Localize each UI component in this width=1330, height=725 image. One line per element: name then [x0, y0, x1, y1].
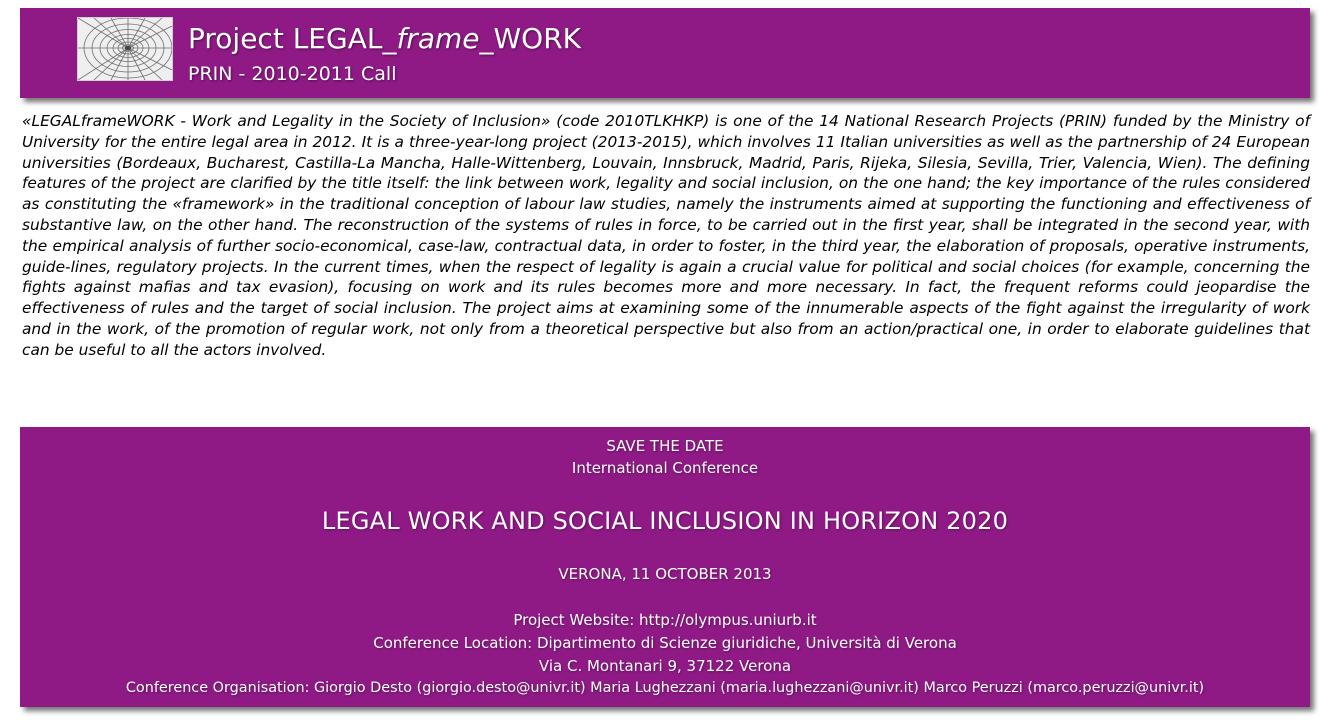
project-subtitle: PRIN - 2010-2011 Call — [188, 63, 397, 85]
project-title — [188, 22, 581, 55]
spiral-tunnel-logo-icon — [77, 17, 173, 81]
project-title-part-3: _WORK — [479, 22, 582, 55]
conference-date-place: VERONA, 11 OCTOBER 2013 — [558, 565, 772, 583]
header-band — [20, 8, 1310, 98]
project-website: Project Website: http://olympus.uniurb.it — [513, 611, 817, 629]
conference-organisation: Conference Organisation: Giorgio Desto (giorgio.desto@univr.it) Maria Lughezzani (maria.lughezzani@univr.it) Marco Peruzzi (marco.peruzzi@univr.it) — [125, 680, 1205, 696]
project-description: «LEGALframeWORK - Work and Legality in the Society of Inclusion» (code 2010TLKHKP) is one of the 14 National Research Projects (PRIN) funded by the Ministry of University for the entire legal area in 2012. It is a three-year-long project (2013-2015), which involves 11 Italian universities as well as the partnership of 24 European universities (Bordeaux, Bucharest, Castilla-La Mancha, Halle-Wittenberg, Louvain, Innsbruck, Madrid, Paris, Rijeka, Silesia, Sevilla, Trier, Valencia, Wien). The defining features of the project are clarified by the title itself: the link between work, legality and social inclusion, on the one hand; the key importance of the rules considered as constituting the «framework» in the traditional conception of labour law studies, namely the instruments aimed at supporting the functioning and effectiveness of substantive law, on the other hand. The reconstruction of the systems of rules in force, to be carried out in the first year, shall be integrated in the second year, with the empirical analysis of further socio-economical, case-law, contractual data, in order to foster, in the third year, the elaboration of proposals, operative instruments, guide-lines, regulatory projects. In the current times, when the respect of legality is again a crucial value for political and social choices (for example, concerning the fights against mafias and tax evasion), focusing on work and its rules becomes more and more necessary. In fact, the frequent reforms could jeopardise the effectiveness of rules and the target of social inclusion. The project aims at examining some of the innumerable aspects of the fight against the irregularity of work and in the work, of the promotion of regular work, not only from a theoretical perspective but also from an action/practical one, in order to elaborate guidelines that can be useful to all the actors involved. — [22, 112, 1310, 359]
conference-title: LEGAL WORK AND SOCIAL INCLUSION IN HORIZON 2020 — [321, 507, 1009, 535]
project-title-part-1: Project LEGAL_ — [188, 22, 397, 55]
conference-address: Via C. Montanari 9, 37122 Verona — [538, 657, 792, 675]
save-the-date-label: SAVE THE DATE — [606, 437, 724, 455]
conference-band — [20, 427, 1310, 707]
conference-type: International Conference — [571, 459, 759, 477]
project-title-part-2: frame — [396, 22, 480, 55]
conference-location: Conference Location: Dipartimento di Scienze giuridiche, Università di Verona — [373, 634, 957, 652]
